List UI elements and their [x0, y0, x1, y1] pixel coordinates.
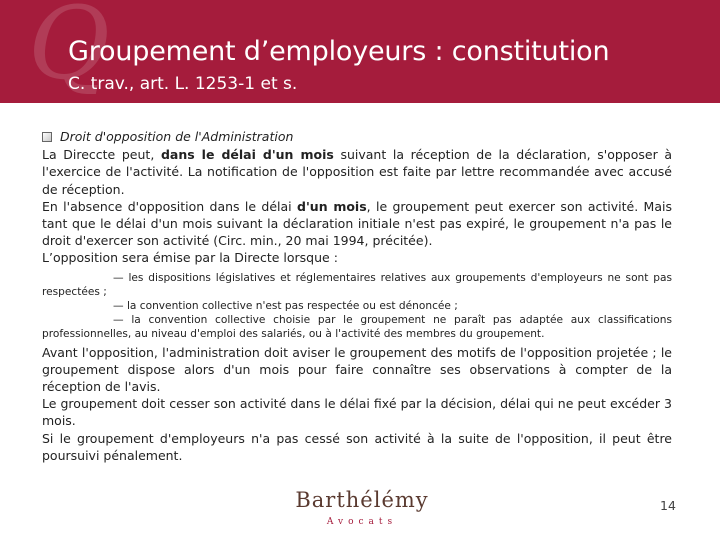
- section-heading-text: Droit d'opposition de l'Administration: [60, 129, 294, 144]
- slide-header: [0, 0, 720, 103]
- list-item: — la convention collective n'est pas respectée ou est dénoncée ;: [113, 299, 458, 312]
- text-run: , le groupement peut exercer son activité. Mais tant que le délai d'un mois suivant la déclaration initiale n'est pas expiré, le groupement n'a pas le droit d'exercer son activité (Circ. min., 20 mai 1994, précitée).: [42, 198, 672, 249]
- firm-logo: [292, 490, 432, 527]
- slide-body: [42, 128, 672, 464]
- logo-subtitle: Avocats: [326, 517, 398, 527]
- paragraph-opposition-conditions: L’opposition sera émise par la Directe lorsque :: [42, 250, 338, 266]
- bold-text: dans le délai d'un mois: [160, 147, 334, 163]
- text-run: suivant la réception de la déclaration, s'opposer à l'exercice de l'activité. La notification de l'opposition est faite par lettre recommandée avec accusé de réception.: [42, 147, 672, 197]
- section-heading: [42, 128, 672, 145]
- paragraph-delai: [42, 146, 672, 198]
- list-item: — les dispositions législatives et réglementaires relatives aux groupements d'employeurs ne sont pas respectées ;: [42, 271, 672, 298]
- list-item: — la convention collective choisie par le groupement ne paraît pas adaptée aux classifications professionnelles, au niveau d'emploi des salariés, ou à l'activité des membres du groupement.: [42, 313, 672, 340]
- bold-text: d'un mois: [297, 198, 367, 214]
- logo-name: Barthélémy: [295, 488, 429, 512]
- text-run: En l'absence d'opposition dans le délai: [42, 198, 298, 214]
- slide-title: Groupement d’employeurs : constitution: [68, 36, 610, 67]
- paragraph-avant-opposition: Avant l'opposition, l'administration doit aviser le groupement des motifs de l'opposition projetée ; le groupement dispose alors d'un mois pour faire connaître ses observations à compter de la réception de l'avis.: [42, 344, 672, 395]
- page-number: 14: [660, 498, 676, 513]
- square-bullet-icon: [42, 132, 52, 142]
- watermark-logo: Q: [28, 0, 110, 102]
- paragraph-absence-opposition: [42, 198, 672, 250]
- paragraph-poursuite: Si le groupement d'employeurs n'a pas cessé son activité à la suite de l'opposition, il peut être poursuivi pénalement.: [42, 430, 672, 463]
- conditions-list: [42, 271, 672, 341]
- slide-subtitle: C. trav., art. L. 1253-1 et s.: [68, 74, 298, 94]
- paragraph-cesser-activite: Le groupement doit cesser son activité dans le délai fixé par la décision, délai qui ne peut excéder 3 mois.: [42, 396, 672, 429]
- text-run: La Direccte peut,: [42, 147, 161, 163]
